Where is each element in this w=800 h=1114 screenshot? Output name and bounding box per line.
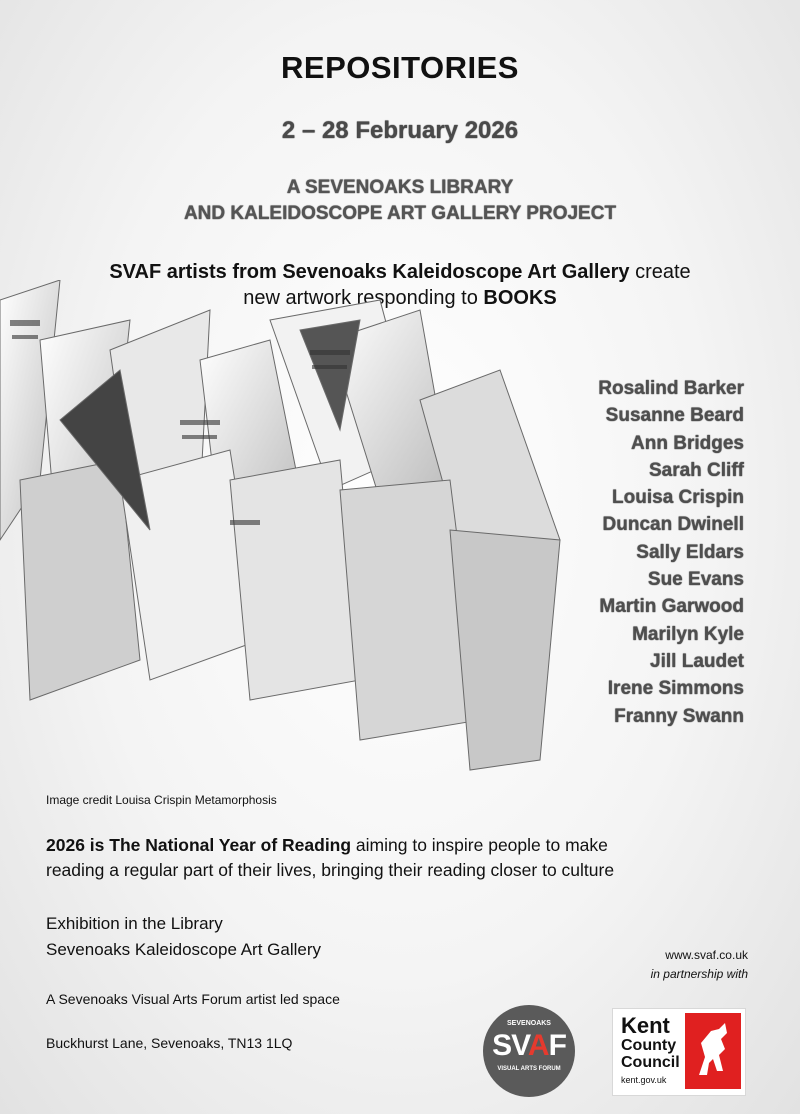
- exhibition-line-1: Exhibition in the Library: [46, 914, 223, 933]
- artist-space-text: A Sevenoaks Visual Arts Forum artist led space: [46, 991, 340, 1007]
- intro-books: BOOKS: [483, 287, 557, 309]
- svaf-letter-accent: A: [527, 1029, 549, 1062]
- svaf-letters-2: F: [548, 1029, 566, 1062]
- website: www.svaf.co.uk: [665, 948, 748, 962]
- artist-name: Sarah Cliff: [648, 459, 744, 481]
- reading-year-line-1: [46, 835, 608, 856]
- intro-line-2-text: new artwork responding to: [243, 287, 484, 309]
- artist-name: Marilyn Kyle: [632, 623, 744, 645]
- kcc-url: kent.gov.uk: [621, 1075, 667, 1085]
- artist-list: [598, 375, 744, 730]
- exhibition-line-2: Sevenoaks Kaleidoscope Art Gallery: [46, 940, 321, 959]
- folded-paper-sculpture-image: [0, 280, 600, 800]
- artist-name: Martin Garwood: [599, 596, 744, 618]
- intro-rest: create: [629, 261, 691, 283]
- artist-name: Louisa Crispin: [612, 487, 744, 509]
- svaf-logo-bottom: VISUAL ARTS FORUM: [497, 1066, 561, 1072]
- artist-name: Sally Eldars: [636, 541, 744, 563]
- address: Buckhurst Lane, Sevenoaks, TN13 1LQ: [46, 1035, 293, 1051]
- exhibition-dates: 2 – 28 February 2026: [281, 117, 519, 144]
- artist-name: Franny Swann: [614, 705, 744, 727]
- artist-name: Irene Simmons: [607, 678, 744, 700]
- artist-name: Duncan Dwinell: [602, 514, 744, 536]
- svaf-logo: [483, 1005, 575, 1097]
- kcc-line-2: County: [621, 1037, 677, 1054]
- reading-year-bold: 2026 is The National Year of Reading: [46, 835, 352, 855]
- artist-name: Sue Evans: [647, 569, 744, 591]
- poster-title: REPOSITORIES: [281, 50, 519, 85]
- reading-year-rest: aiming to inspire people to make: [351, 835, 608, 855]
- subtitle-line-2: AND KALEIDOSCOPE ART GALLERY PROJECT: [183, 203, 617, 224]
- svaf-logo-letters: [483, 1029, 575, 1063]
- intro-bold: SVAF artists from Sevenoaks Kaleidoscope Art Gallery: [109, 261, 630, 283]
- image-credit: Image credit Louisa Crispin Metamorphosis: [46, 793, 277, 807]
- svaf-letters-1: SV: [492, 1029, 528, 1062]
- kent-county-council-logo: [612, 1008, 746, 1096]
- partnership-text: in partnership with: [650, 967, 748, 981]
- kcc-line-3: Council: [621, 1054, 680, 1071]
- reading-year-line-2: reading a regular part of their lives, bringing their reading closer to culture: [46, 860, 615, 880]
- kcc-line-1: Kent: [621, 1013, 670, 1038]
- subtitle-line-1: A SEVENOAKS LIBRARY: [286, 177, 514, 198]
- artist-name: Rosalind Barker: [598, 378, 744, 399]
- artist-name: Ann Bridges: [631, 432, 744, 454]
- artist-name: Jill Laudet: [650, 650, 744, 672]
- svaf-logo-top: SEVENOAKS: [507, 1020, 551, 1027]
- kcc-horse-emblem-icon: [685, 1013, 741, 1089]
- artist-name: Susanne Beard: [605, 405, 744, 427]
